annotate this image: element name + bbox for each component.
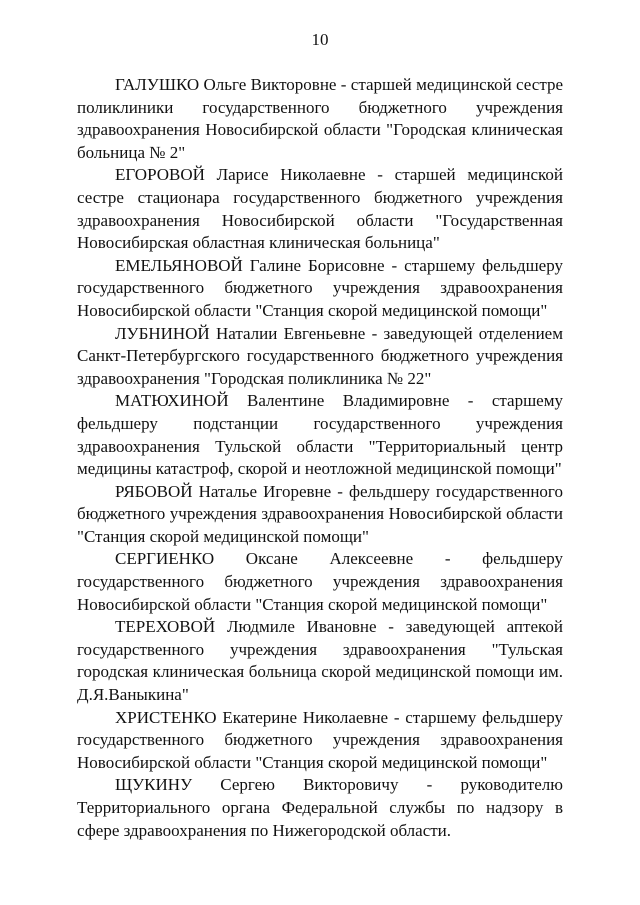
paragraph-shchukin: ЩУКИНУ Сергею Викторовичу - руководителю Территориального органа Федеральной службы по надзору в сфере здравоохранения по Нижегородской области. — [77, 775, 563, 840]
paragraph-lubnina: ЛУБНИНОЙ Наталии Евгеньевне - заведующей отделением Санкт-Петербургского государственного бюджетного учреждения здравоохранения "Городская поликлиника № 22" — [77, 323, 563, 388]
paragraph-sergienko: СЕРГИЕНКО Оксане Алексеевне - фельдшеру государственного бюджетного учреждения здравоохранения Новосибирской области "Станция скорой медицинской помощи" — [77, 549, 563, 614]
paragraph-galushko: ГАЛУШКО Ольге Викторовне - старшей медицинской сестре поликлиники государственного бюджетного учреждения здравоохранения Новосибирской области "Городская клиническая больница № 2" — [77, 75, 563, 162]
paragraph-emelyanova: ЕМЕЛЬЯНОВОЙ Галине Борисовне - старшему фельдшеру государственного бюджетного учреждения здравоохранения Новосибирской области "Станция скорой медицинской помощи" — [77, 255, 563, 320]
paragraph-matyukhina: МАТЮХИНОЙ Валентине Владимировне - старшему фельдшеру подстанции государственного учреждения здравоохранения Тульской области "Территориальный центр медицины катастроф, скорой и неотложной медицинской помощи" — [77, 391, 563, 479]
award-list — [77, 74, 563, 842]
paragraph-egorova: ЕГОРОВОЙ Ларисе Николаевне - старшей медицинской сестре стационара государственного бюджетного учреждения здравоохранения Новосибирской области "Государственная Новосибирская областная клиническая больница" — [77, 165, 563, 253]
paragraph-khristenko: ХРИСТЕНКО Екатерине Николаевне - старшему фельдшеру государственного бюджетного учреждения здравоохранения Новосибирской области "Станция скорой медицинской помощи" — [77, 707, 563, 772]
page-number: 10 — [311, 30, 329, 49]
paragraph-ryabova: РЯБОВОЙ Наталье Игоревне - фельдшеру государственного бюджетного учреждения здравоохранения Новосибирской области "Станция скорой медицинской помощи" — [77, 481, 563, 546]
paragraph-terekhova: ТЕРЕХОВОЙ Людмиле Ивановне - заведующей аптекой государственного учреждения здравоохранения "Тульская городская клиническая больница скорой медицинской помощи им. Д.Я.Ваныкина" — [77, 617, 563, 705]
